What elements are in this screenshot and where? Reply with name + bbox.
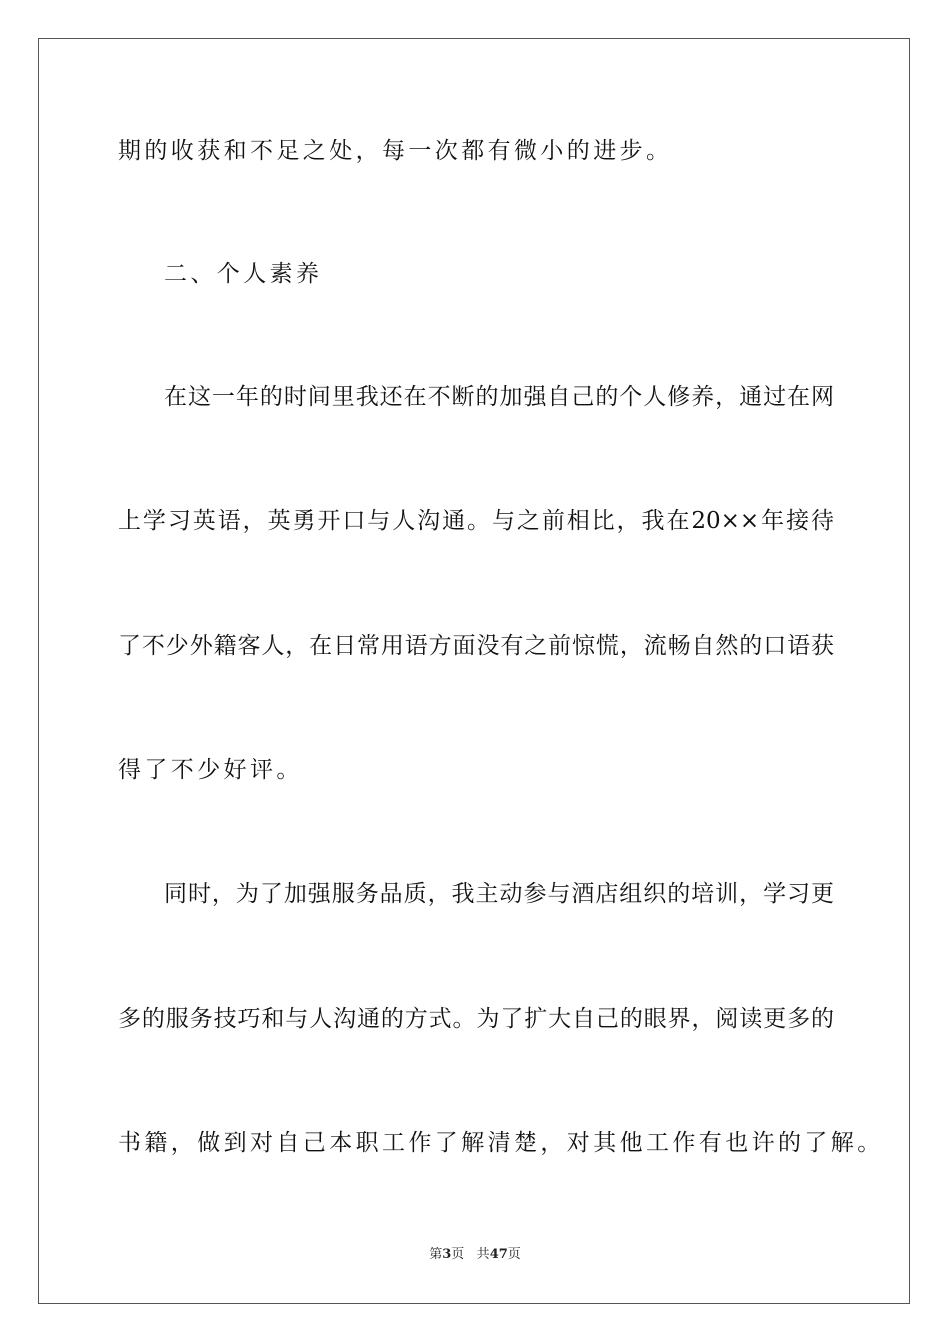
text-line-4: 上学习英语，英勇开口与人沟通。与之前相比，我在20××年接待: [118, 508, 834, 534]
page-prefix: 第: [429, 1247, 443, 1262]
total-pages: 47: [489, 1247, 508, 1262]
page-footer: [0, 1246, 950, 1264]
text-line-1: 期的收获和不足之处，每一次都有微小的进步。: [118, 138, 673, 164]
page-suffix: 页: [451, 1247, 465, 1262]
text-line-7: 同时，为了加强服务品质，我主动参与酒店组织的培训，学习更: [164, 881, 834, 907]
text-line-5: 了不少外籍客人，在日常用语方面没有之前惊慌，流畅自然的口语获: [118, 633, 834, 659]
total-prefix: 共: [476, 1247, 490, 1262]
total-suffix: 页: [507, 1247, 521, 1262]
section-heading: 二、个人素养: [164, 261, 323, 287]
text-line-3: 在这一年的时间里我还在不断的加强自己的个人修养，通过在网: [164, 384, 834, 410]
text-line-9: 书籍，做到对自己本职工作了解清楚，对其他工作有也许的了解。: [118, 1130, 884, 1156]
page-number: 3: [442, 1247, 452, 1262]
text-line-8: 多的服务技巧和与人沟通的方式。为了扩大自己的眼界，阅读更多的: [118, 1006, 834, 1032]
page-border: [38, 38, 910, 1304]
text-line-6: 得了不少好评。: [118, 757, 303, 783]
